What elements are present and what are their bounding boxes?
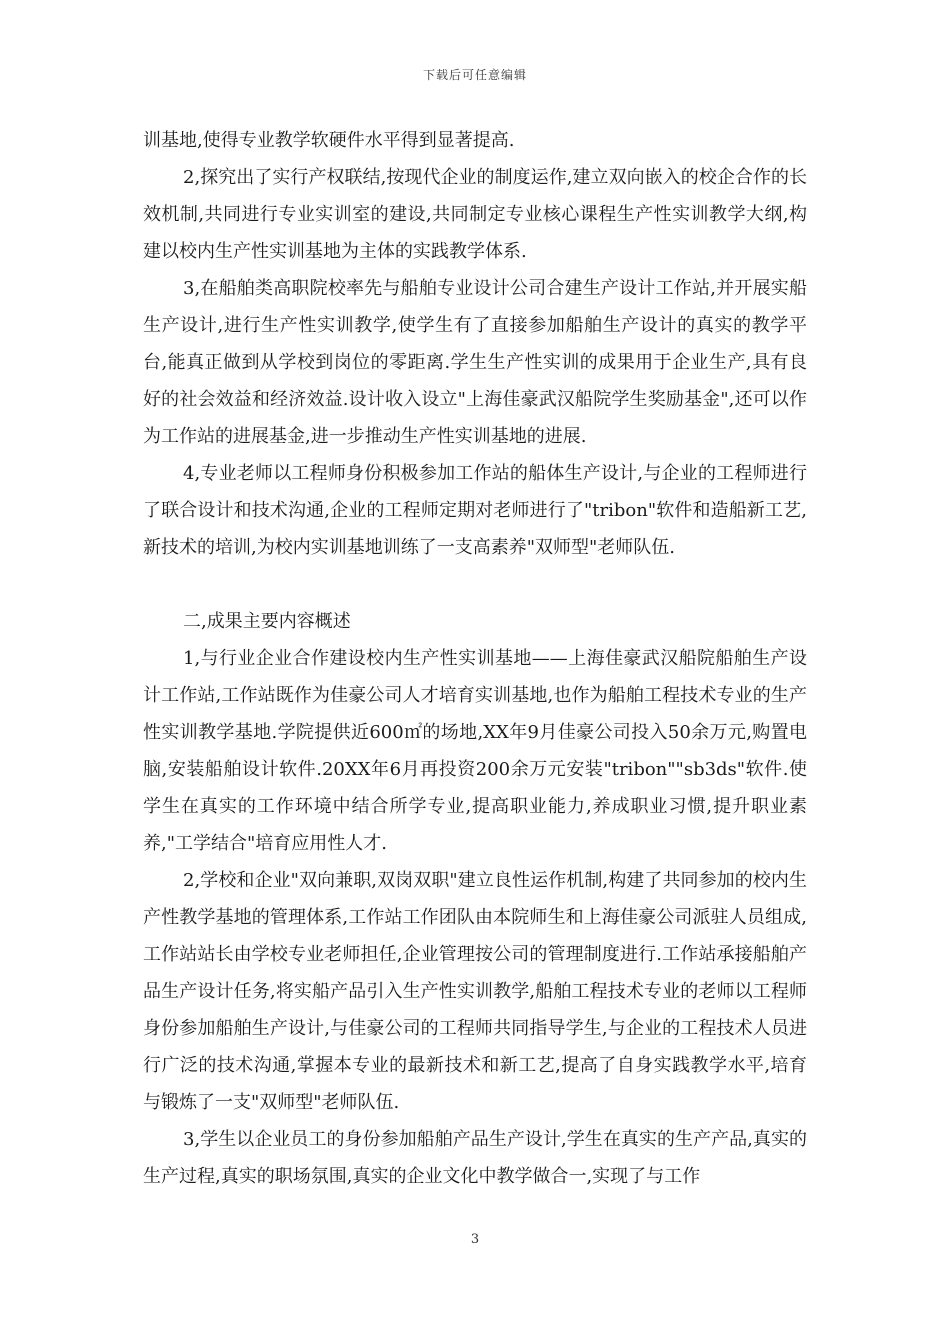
page-header: 下载后可任意编辑 [422,68,527,82]
paragraph-item-4: 4,专业老师以工程师身份积极参加工作站的船体生产设计,与企业的工程师进行了联合设计和技术沟通,企业的工程师定期对老师进行了"tribon"软件和造船新工艺,新技术的培训,为校内实训基地训练了一支高素养"双师型"老师队伍. [143,463,807,558]
paragraph-continued: 训基地,使得专业教学软硬件水平得到显著提高. [143,130,515,151]
document-body [143,122,807,1195]
paragraph-section2-item-2: 2,学校和企业"双向兼职,双岗双职"建立良性运作机制,构建了共同参加的校内生产性教学基地的管理体系,工作站工作团队由本院师生和上海佳豪公司派驻人员组成,工作站站长由学校专业老师担任,企业管理按公司的管理制度进行.工作站承接船舶产品生产设计任务,将实船产品引入生产性实训教学,船舶工程技术专业的老师以工程师身份参加船舶生产设计,与佳豪公司的工程师共同指导学生,与企业的工程技术人员进行广泛的技术沟通,掌握本专业的最新技术和新工艺,提高了自身实践教学水平,培育与锻炼了一支"双师型"老师队伍. [143,870,807,1113]
paragraph-section2-item-3: 3,学生以企业员工的身份参加船舶产品生产设计,学生在真实的生产产品,真实的生产过程,真实的职场氛围,真实的企业文化中教学做合一,实现了与工作 [143,1129,807,1187]
section-heading: 二,成果主要内容概述 [183,611,351,632]
paragraph-item-3: 3,在船舶类高职院校率先与船舶专业设计公司合建生产设计工作站,并开展实船生产设计,进行生产性实训教学,使学生有了直接参加船舶生产设计的真实的教学平台,能真正做到从学校到岗位的零距离.学生生产性实训的成果用于企业生产,具有良好的社会效益和经济效益.设计收入设立"上海佳豪武汉船院学生奖励基金",还可以作为工作站的进展基金,进一步推动生产性实训基地的进展. [143,278,807,447]
paragraph-section2-item-1: 1,与行业企业合作建设校内生产性实训基地——上海佳豪武汉船院船舶生产设计工作站,工作站既作为佳豪公司人才培育实训基地,也作为船舶工程技术专业的生产性实训教学基地.学院提供近600㎡的场地,XX年9月佳豪公司投入50余万元,购置电脑,安装船舶设计软件.20XX年6月再投资200余万元安装"tribon""sb3ds"软件.使学生在真实的工作环境中结合所学专业,提高职业能力,养成职业习惯,提升职业素养,"工学结合"培育应用性人才. [143,648,807,854]
page-number: 3 [470,1232,480,1247]
paragraph-item-2: 2,探究出了实行产权联结,按现代企业的制度运作,建立双向嵌入的校企合作的长效机制,共同进行专业实训室的建设,共同制定专业核心课程生产性实训教学大纲,构建以校内生产性实训基地为主体的实践教学体系. [143,167,807,262]
